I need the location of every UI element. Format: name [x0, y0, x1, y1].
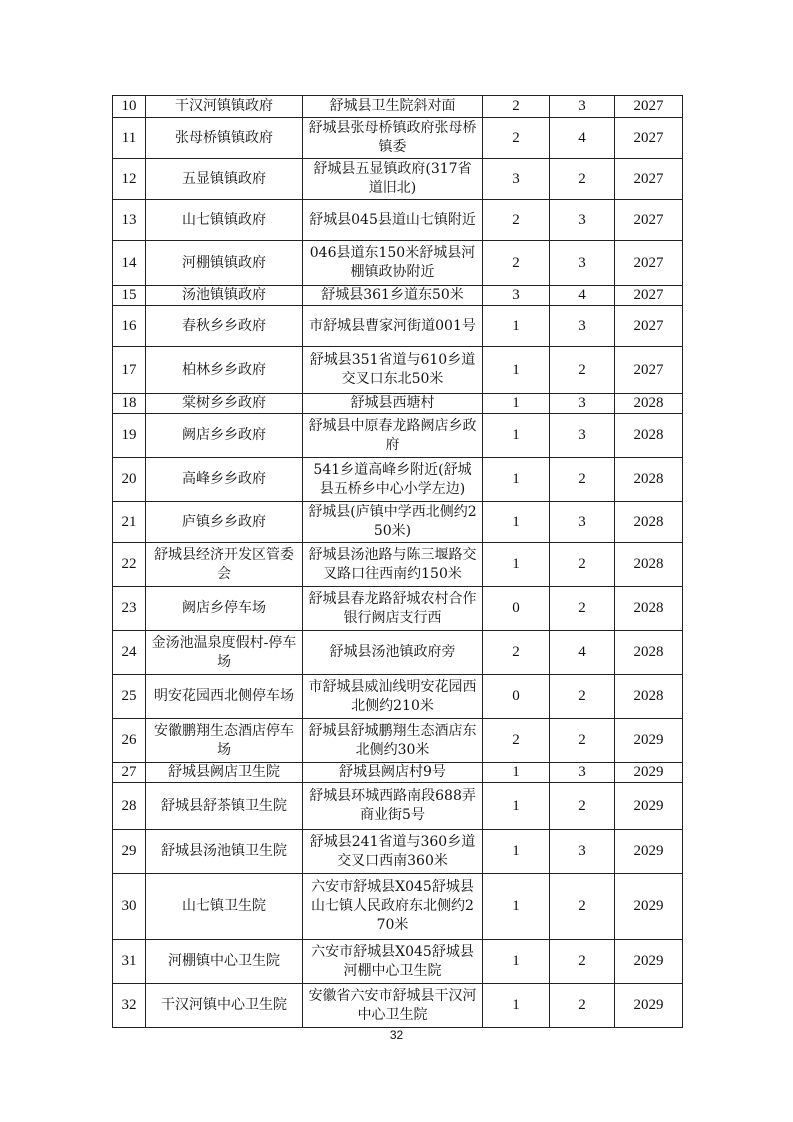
quantity-b: 3 — [550, 414, 615, 458]
quantity-b: 3 — [550, 763, 615, 783]
row-number: 17 — [113, 347, 146, 394]
row-number: 15 — [113, 286, 146, 306]
table-row — [113, 306, 683, 347]
facility-name: 柏林乡乡政府 — [146, 347, 303, 394]
facility-location: 舒城县阙店村9号 — [303, 763, 483, 783]
facility-name: 干汉河镇镇政府 — [146, 96, 303, 118]
quantity-b: 3 — [550, 241, 615, 286]
quantity-b: 2 — [550, 984, 615, 1028]
table-row — [113, 719, 683, 763]
table-row — [113, 874, 683, 940]
quantity-a: 1 — [483, 543, 550, 587]
table-row — [113, 96, 683, 118]
facility-name: 舒城县汤池镇卫生院 — [146, 830, 303, 874]
facility-location: 舒城县中原春龙路阙店乡政府 — [303, 414, 483, 458]
year: 2027 — [615, 118, 683, 159]
table-row — [113, 587, 683, 631]
facility-name: 金汤池温泉度假村-停车场 — [146, 631, 303, 675]
year: 2028 — [615, 543, 683, 587]
year: 2029 — [615, 763, 683, 783]
facility-location: 舒城县舒城鹏翔生态酒店东北侧约30米 — [303, 719, 483, 763]
facility-name: 舒城县舒茶镇卫生院 — [146, 783, 303, 830]
quantity-b: 3 — [550, 830, 615, 874]
quantity-a: 2 — [483, 200, 550, 241]
table-row — [113, 984, 683, 1028]
year: 2029 — [615, 719, 683, 763]
table-row — [113, 394, 683, 414]
table-row — [113, 543, 683, 587]
quantity-a: 2 — [483, 96, 550, 118]
quantity-a: 1 — [483, 874, 550, 940]
quantity-a: 3 — [483, 286, 550, 306]
quantity-a: 1 — [483, 306, 550, 347]
facility-name: 干汉河镇中心卫生院 — [146, 984, 303, 1028]
row-number: 32 — [113, 984, 146, 1028]
year: 2028 — [615, 587, 683, 631]
facility-name: 张母桥镇镇政府 — [146, 118, 303, 159]
table-body — [113, 96, 683, 1028]
row-number: 21 — [113, 502, 146, 543]
table-row — [113, 286, 683, 306]
page-number: 32 — [389, 1028, 404, 1042]
quantity-b: 3 — [550, 394, 615, 414]
table-row — [113, 241, 683, 286]
year: 2028 — [615, 631, 683, 675]
facility-location: 舒城县春龙路舒城农村合作银行阙店支行西 — [303, 587, 483, 631]
facility-location: 安徽省六安市舒城县干汉河中心卫生院 — [303, 984, 483, 1028]
facility-location: 舒城县241省道与360乡道交叉口西南360米 — [303, 830, 483, 874]
facility-location: 舒城县环城西路南段688弄商业街5号 — [303, 783, 483, 830]
quantity-b: 3 — [550, 200, 615, 241]
row-number: 14 — [113, 241, 146, 286]
row-number: 29 — [113, 830, 146, 874]
quantity-b: 3 — [550, 96, 615, 118]
quantity-b: 3 — [550, 502, 615, 543]
quantity-a: 1 — [483, 940, 550, 984]
year: 2027 — [615, 96, 683, 118]
quantity-a: 2 — [483, 631, 550, 675]
table-row — [113, 631, 683, 675]
facility-location: 046县道东150米舒城县河棚镇政协附近 — [303, 241, 483, 286]
row-number: 27 — [113, 763, 146, 783]
year: 2029 — [615, 940, 683, 984]
quantity-b: 2 — [550, 719, 615, 763]
row-number: 22 — [113, 543, 146, 587]
facility-location: 市舒城县曹家河街道001号 — [303, 306, 483, 347]
facility-location: 舒城县045县道山七镇附近 — [303, 200, 483, 241]
facility-name: 五显镇镇政府 — [146, 159, 303, 200]
facility-location: 舒城县五显镇政府(317省道旧北) — [303, 159, 483, 200]
facility-location: 舒城县汤池路与陈三堰路交叉路口往西南约150米 — [303, 543, 483, 587]
quantity-b: 4 — [550, 286, 615, 306]
year: 2028 — [615, 675, 683, 719]
year: 2029 — [615, 874, 683, 940]
year: 2027 — [615, 241, 683, 286]
table-row — [113, 763, 683, 783]
facility-name: 舒城县阙店卫生院 — [146, 763, 303, 783]
facility-name: 舒城县经济开发区管委会 — [146, 543, 303, 587]
table-row — [113, 458, 683, 502]
row-number: 30 — [113, 874, 146, 940]
quantity-a: 2 — [483, 241, 550, 286]
quantity-b: 4 — [550, 631, 615, 675]
facility-name: 山七镇卫生院 — [146, 874, 303, 940]
facility-location: 舒城县卫生院斜对面 — [303, 96, 483, 118]
year: 2028 — [615, 414, 683, 458]
row-number: 10 — [113, 96, 146, 118]
year: 2027 — [615, 200, 683, 241]
year: 2027 — [615, 306, 683, 347]
facility-table — [112, 95, 683, 1028]
quantity-b: 2 — [550, 675, 615, 719]
table-row — [113, 347, 683, 394]
year: 2027 — [615, 159, 683, 200]
table-row — [113, 783, 683, 830]
quantity-a: 1 — [483, 414, 550, 458]
facility-location: 六安市舒城县X045舒城县河棚中心卫生院 — [303, 940, 483, 984]
quantity-b: 2 — [550, 940, 615, 984]
row-number: 16 — [113, 306, 146, 347]
facility-location: 541乡道高峰乡附近(舒城县五桥乡中心小学左边) — [303, 458, 483, 502]
quantity-b: 3 — [550, 306, 615, 347]
quantity-b: 2 — [550, 874, 615, 940]
row-number: 19 — [113, 414, 146, 458]
table-row — [113, 940, 683, 984]
quantity-b: 2 — [550, 783, 615, 830]
table-row — [113, 502, 683, 543]
table-row — [113, 830, 683, 874]
year: 2028 — [615, 394, 683, 414]
facility-name: 棠树乡乡政府 — [146, 394, 303, 414]
row-number: 23 — [113, 587, 146, 631]
row-number: 20 — [113, 458, 146, 502]
quantity-b: 4 — [550, 118, 615, 159]
quantity-a: 1 — [483, 783, 550, 830]
year: 2029 — [615, 830, 683, 874]
row-number: 11 — [113, 118, 146, 159]
facility-name: 高峰乡乡政府 — [146, 458, 303, 502]
row-number: 28 — [113, 783, 146, 830]
facility-name: 山七镇镇政府 — [146, 200, 303, 241]
quantity-a: 1 — [483, 347, 550, 394]
facility-name: 安徽鹏翔生态酒店停车场 — [146, 719, 303, 763]
row-number: 25 — [113, 675, 146, 719]
row-number: 24 — [113, 631, 146, 675]
quantity-b: 2 — [550, 159, 615, 200]
year: 2029 — [615, 984, 683, 1028]
facility-name: 明安花园西北侧停车场 — [146, 675, 303, 719]
facility-name: 春秋乡乡政府 — [146, 306, 303, 347]
quantity-a: 1 — [483, 830, 550, 874]
row-number: 13 — [113, 200, 146, 241]
quantity-a: 1 — [483, 502, 550, 543]
quantity-a: 0 — [483, 675, 550, 719]
facility-location: 舒城县(庐镇中学西北侧约250米) — [303, 502, 483, 543]
year: 2029 — [615, 783, 683, 830]
quantity-a: 2 — [483, 719, 550, 763]
quantity-a: 1 — [483, 458, 550, 502]
year: 2028 — [615, 458, 683, 502]
table-row — [113, 675, 683, 719]
table-row — [113, 159, 683, 200]
quantity-a: 1 — [483, 984, 550, 1028]
year: 2028 — [615, 502, 683, 543]
quantity-b: 2 — [550, 458, 615, 502]
facility-location: 舒城县361乡道东50米 — [303, 286, 483, 306]
quantity-b: 2 — [550, 347, 615, 394]
facility-name: 阙店乡停车场 — [146, 587, 303, 631]
quantity-a: 0 — [483, 587, 550, 631]
row-number: 26 — [113, 719, 146, 763]
quantity-a: 2 — [483, 118, 550, 159]
facility-name: 汤池镇镇政府 — [146, 286, 303, 306]
quantity-a: 3 — [483, 159, 550, 200]
table-row — [113, 414, 683, 458]
facility-name: 阙店乡乡政府 — [146, 414, 303, 458]
row-number: 18 — [113, 394, 146, 414]
facility-name: 河棚镇镇政府 — [146, 241, 303, 286]
table-row — [113, 118, 683, 159]
table-row — [113, 200, 683, 241]
year: 2027 — [615, 286, 683, 306]
facility-location: 舒城县西塘村 — [303, 394, 483, 414]
quantity-a: 1 — [483, 763, 550, 783]
facility-location: 市舒城县威汕线明安花园西北侧约210米 — [303, 675, 483, 719]
facility-name: 河棚镇中心卫生院 — [146, 940, 303, 984]
quantity-b: 2 — [550, 587, 615, 631]
quantity-a: 1 — [483, 394, 550, 414]
quantity-b: 2 — [550, 543, 615, 587]
year: 2027 — [615, 347, 683, 394]
facility-name: 庐镇乡乡政府 — [146, 502, 303, 543]
facility-location: 六安市舒城县X045舒城县山七镇人民政府东北侧约270米 — [303, 874, 483, 940]
facility-location: 舒城县351省道与610乡道交叉口东北50米 — [303, 347, 483, 394]
facility-location: 舒城县张母桥镇政府张母桥镇委 — [303, 118, 483, 159]
row-number: 31 — [113, 940, 146, 984]
facility-location: 舒城县汤池镇政府旁 — [303, 631, 483, 675]
row-number: 12 — [113, 159, 146, 200]
